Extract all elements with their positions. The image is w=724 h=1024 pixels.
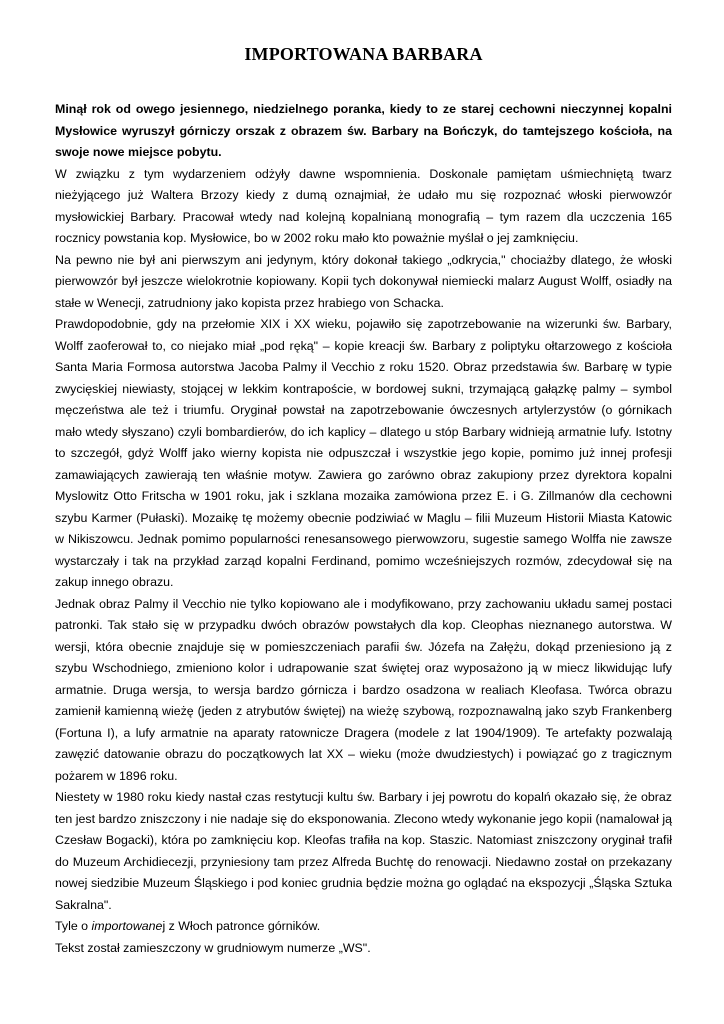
paragraph-4: Jednak obraz Palmy il Vecchio nie tylko kopiowano ale i modyfikowano, przy zachowaniu układu samej postaci patronki. Tak stało się w przypadku dwóch obrazów powstałych dla kop. Cleophas nieznanego autorstwa. W wersji, która obecnie znajduje się w pomieszczeniach parafii św. Józefa na Załężu, dokąd przeniesiono ją z szybu Wschodniego, zmieniono kolor i udrapowanie szat świętej oraz wyposażono ją w miecz likwidując lufy armatnie. Druga wersja, to wersja bardzo górnicza i bardzo osadzona w realiach Kleofasa. Twórca obrazu zamienił kamienną wieżę (jeden z atrybutów świętej) na wieżę szybową, rozpoznawalną jako szyb Frankenberg (Fortuna I), a lufy armatnie na aparaty ratownicze Dragera (modele z lat 1904/1909). Te artefakty pozwalają zawęzić datowanie obrazu do początkowych lat XX – wieku (może dwudziestych) i powiązać go z tragicznym pożarem w 1896 roku. <box>55 596 672 783</box>
closing-emphasis: importowane <box>91 919 163 933</box>
closing-suffix: j z Włoch patronce górników. <box>162 919 321 933</box>
closing-line <box>55 916 672 938</box>
paragraph-1: W związku z tym wydarzeniem odżyły dawne wspomnienia. Doskonale pamiętam uśmiechniętą twarz nieżyjącego już Waltera Brzozy kiedy z dumą oznajmiał, że udało mu się rozpoznać włoski pierwowzór mysłowickiej Barbary. Pracował wtedy nad kolejną kopalnianą monografią – tym razem dla uczczenia 165 rocznicy powstania kop. Mysłowice, bo w 2002 roku mało kto poważnie myślał o jej zamknięciu. <box>55 166 672 245</box>
closing-prefix: Tyle o <box>55 919 92 933</box>
document-page <box>55 42 672 959</box>
document-title: IMPORTOWANA BARBARA <box>244 44 483 64</box>
paragraph-5: Niestety w 1980 roku kiedy nastał czas restytucji kultu św. Barbary i jej powrotu do kopalń okazało się, że obraz ten jest bardzo zniszczony i nie nadaje się do eksponowania. Zlecono wtedy wykonanie jego kopii (namalował ją Czesław Bogacki), która po zamknięciu kop. Kleofas trafiła na kop. Staszic. Natomiast zniszczony oryginał trafił do Muzeum Archidiecezji, przyniesiony tam przez Alfreda Buchtę do renowacji. Niedawno został on przekazany nowej siedzibie Muzeum Śląskiego i pod koniec grudnia będzie można go oglądać na ekspozycji „Śląska Sztuka Sakralna". <box>55 790 672 912</box>
publication-note: Tekst został zamieszczony w grudniowym numerze „WS". <box>55 940 371 955</box>
lead-paragraph: Minął rok od owego jesiennego, niedzielnego poranka, kiedy to ze starej cechowni nieczynnej kopalni Mysłowice wyruszył górniczy orszak z obrazem św. Barbary na Bończyk, do tamtejszego kościoła, na swoje nowe miejsce pobytu. <box>55 102 672 159</box>
paragraph-2: Na pewno nie był ani pierwszym ani jedynym, który dokonał takiego „odkrycia," chociażby dlatego, że włoski pierwowzór był jeszcze wielokrotnie kopiowany. Kopii tych dokonywał niemiecki malarz August Wolff, osiadły na stałe w Wenecji, zatrudniony jako kopista przez hrabiego von Schacka. <box>55 252 672 310</box>
document-body <box>55 99 672 959</box>
paragraph-3: Prawdopodobnie, gdy na przełomie XIX i XX wieku, pojawiło się zapotrzebowanie na wizerunki św. Barbary, Wolff zaoferował to, co niejako miał „pod ręką" – kopie kreacji św. Barbary z poliptyku ołtarzowego z kościoła Santa Maria Formosa autorstwa Jacoba Palmy il Vecchio z roku 1520. Obraz przedstawia św. Barbarę w typie zwycięskiej niewiasty, stojącej w lekkim kontrapoście, w bordowej sukni, trzymającą gałązkę palmy – symbol męczeństwa ale też i triumfu. Oryginał powstał na zapotrzebowanie ówczesnych artylerzystów (o górnikach mało wtedy słyszano) czyli bombardierów, do ich kaplicy – dlatego u stóp Barbary widnieją armatnie lufy. Istotny to szczegół, gdyż Wolff jako wierny kopista nie odpuszczał i wszystkie jego kopie, pomimo już innej profesji zamawiających zawierają ten właśnie motyw. Zawiera go zarówno obraz zakupiony przez dyrektora kopalni Myslowitz Otto Fritscha w 1901 roku, jak i szklana mozaika zamówiona przez E. i G. Zillmanów dla cechowni szybu Karmer (Pułaski). Mozaikę tę możemy obecnie podziwiać w Maglu – filii Muzeum Historii Miasta Katowic w Nikiszowcu. Jednak pomimo popularności renesansowego pierwowzoru, sugestie samego Wolffa nie zawsze wystarczały i tak na przykład zarząd kopalni Ferdinand, pomimo wcześniejszych rozmów, zdecydował się na zakup innego obrazu. <box>55 317 672 589</box>
